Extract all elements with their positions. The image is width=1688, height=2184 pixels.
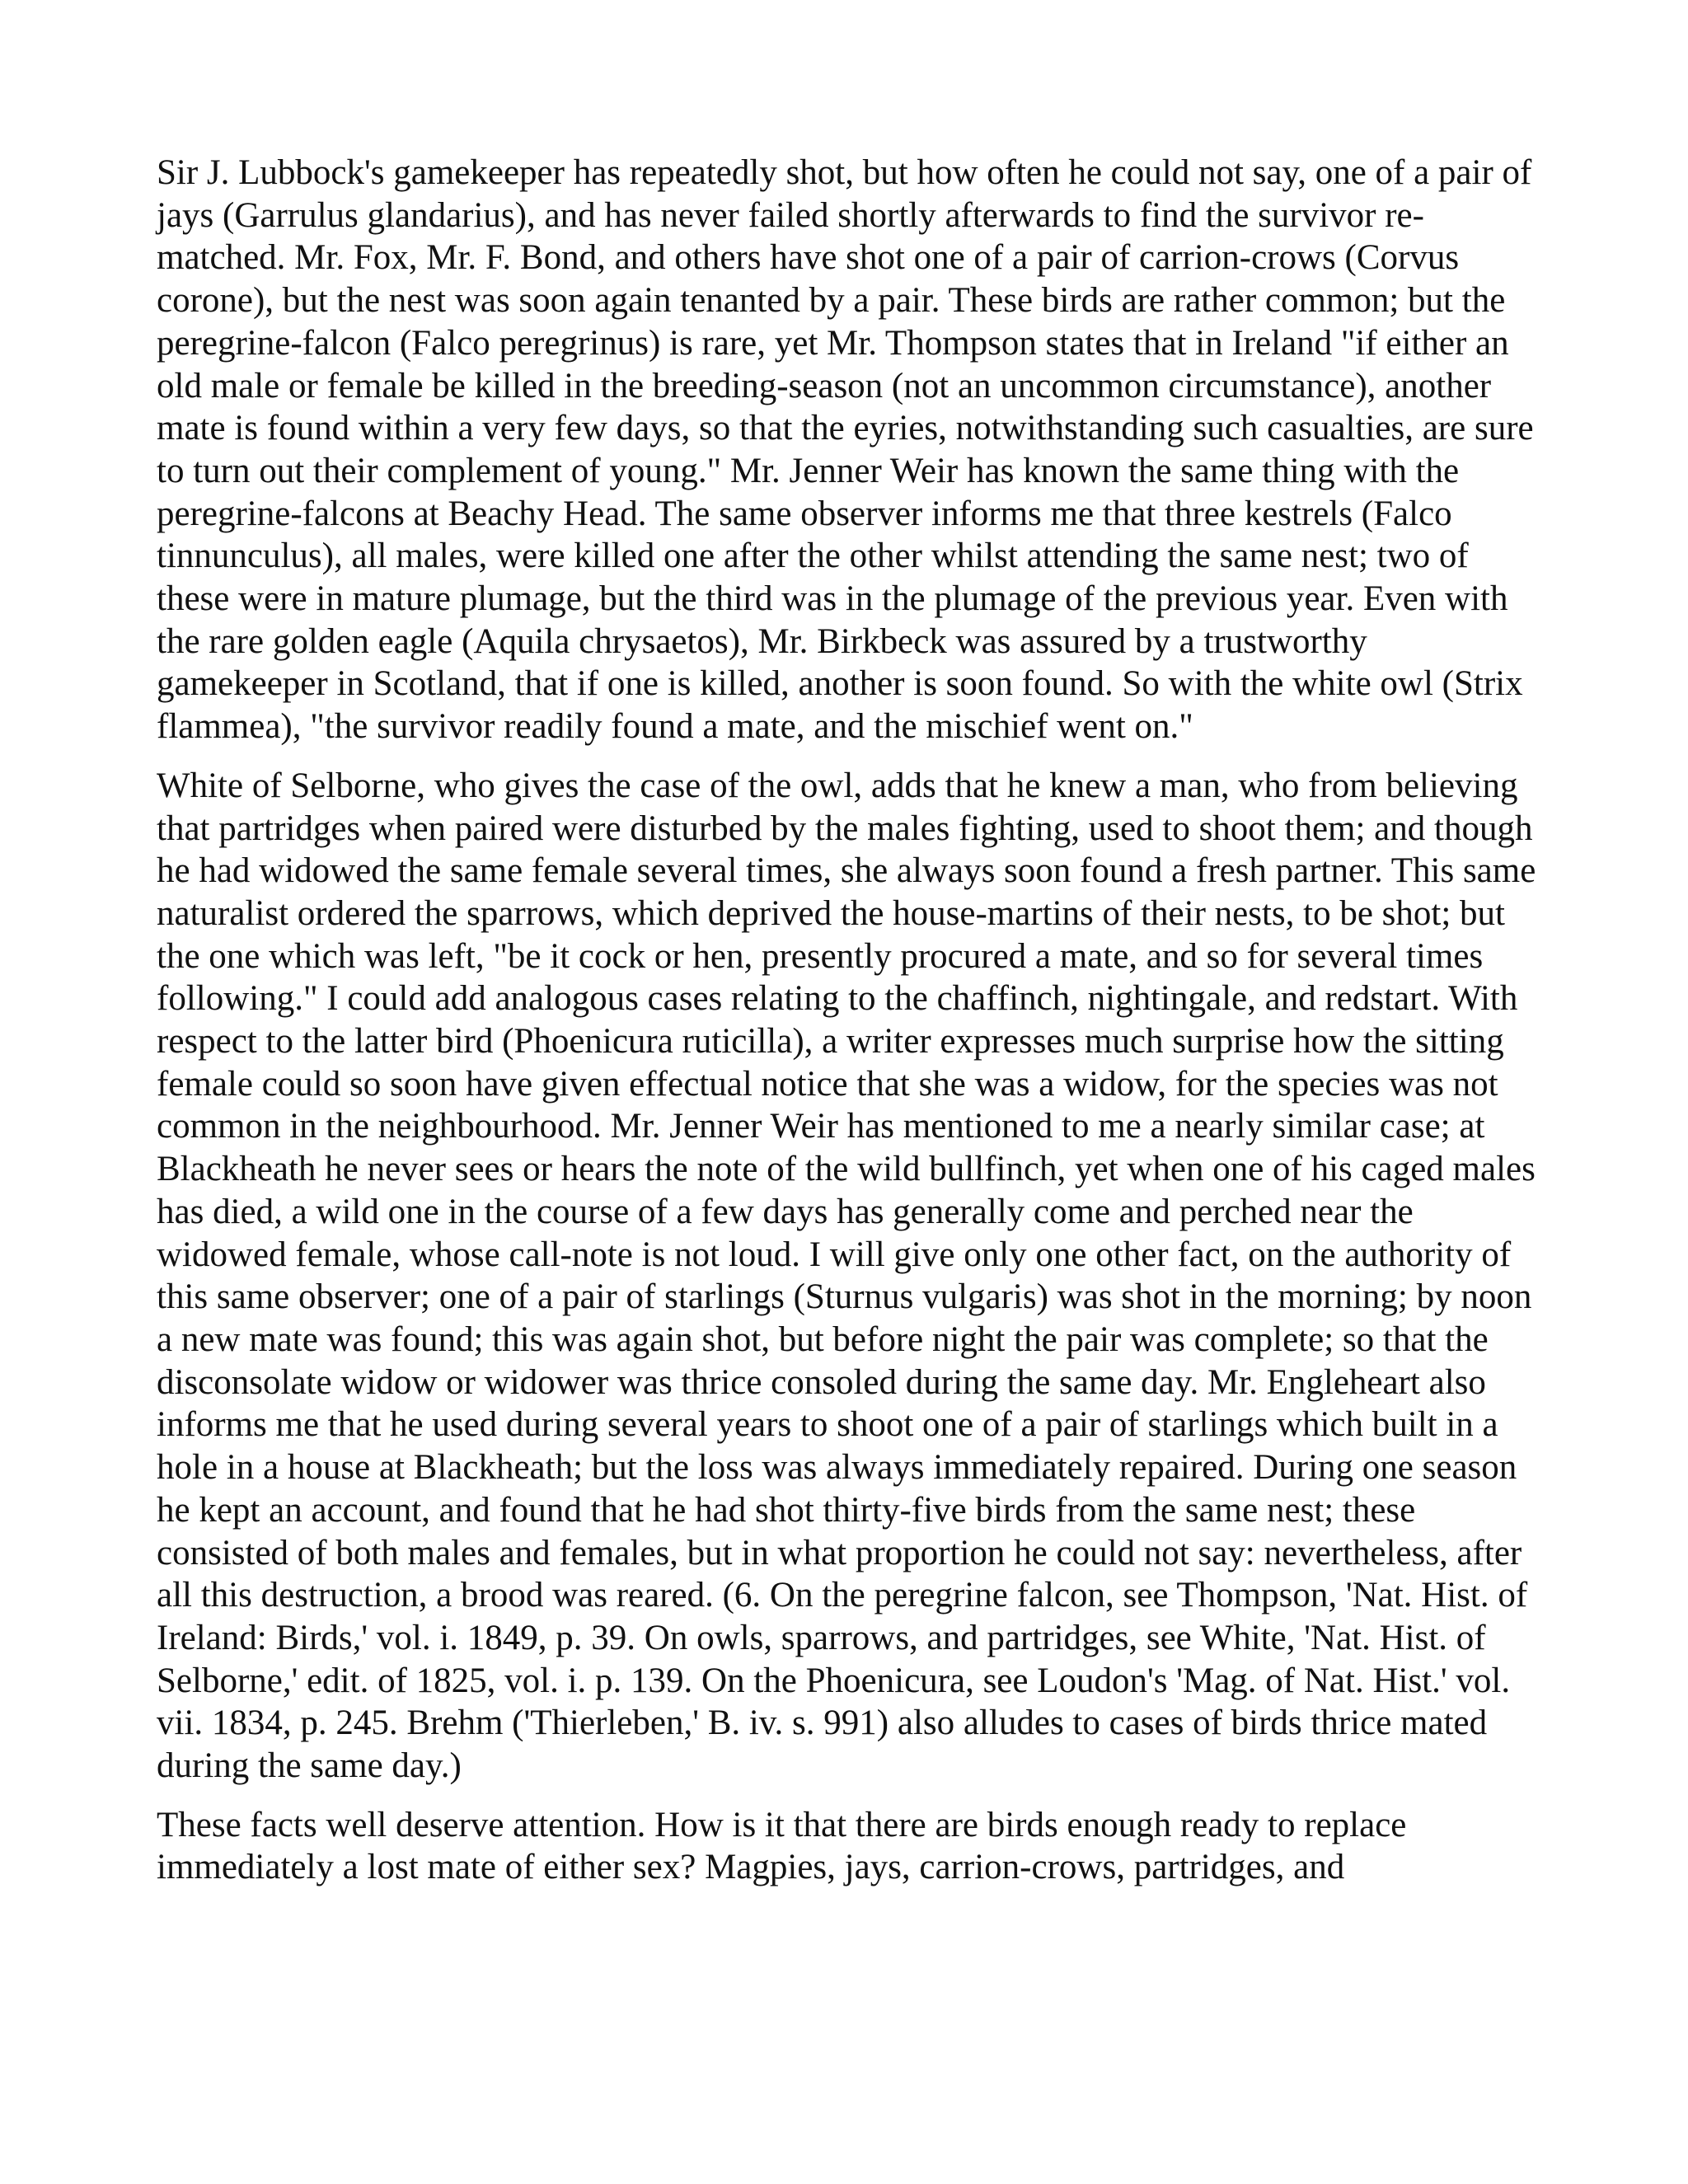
paragraph-2: White of Selborne, who gives the case of the owl, adds that he knew a man, who from believing that partridges when paired were disturbed by the males fighting, used to shoot them; and though he had widowed the same female several times, she always soon found a fresh partner. This same naturalist ordered the sparrows, which deprived the house-martins of their nests, to be shot; but the one which was left, "be it cock or hen, presently procured a mate, and so for several times following." I could add analogous cases relating to the chaffinch, nightingale, and redstart. With respect to the latter bird (Phoenicura ruticilla), a writer expresses much surprise how the sitting female could so soon have given effectual notice that she was a widow, for the species was not common in the neighbourhood. Mr. Jenner Weir has mentioned to me a nearly similar case; at Blackheath he never sees or hears the note of the wild bullfinch, yet when one of his caged males has died, a wild one in the course of a few days has generally come and perched near the widowed female, whose call-note is not loud. I will give only one other fact, on the authority of this same observer; one of a pair of starlings (Sturnus vulgaris) was shot in the morning; by noon a new mate was found; this was again shot, but before night the pair was complete; so that the disconsolate widow or widower was thrice consoled during the same day. Mr. Engleheart also informs me that he used during several years to shoot one of a pair of starlings which built in a hole in a house at Blackheath; but the loss was always immediately repaired. During one season he kept an account, and found that he had shot thirty-five birds from the same nest; these consisted of both males and females, but in what proportion he could not say: nevertheless, after all this destruction, a brood was reared. (6. On the peregrine falcon, see Thompson, 'Nat. Hist. of Ireland: Birds,' vol. i. 1849, p. 39. On owls, sparrows, and partridges, see White, 'Nat. Hist. of Selborne,' edit. of 1825, vol. i. p. 139. On the Phoenicura, see Loudon's 'Mag. of Nat. Hist.' vol. vii. 1834, p. 245. Brehm ('Thierleben,' B. iv. s. 991) also alludes to cases of birds thrice mated during the same day.) (157, 766, 1536, 1786)
paragraph-1: Sir J. Lubbock's gamekeeper has repeatedly shot, but how often he could not say, one of a pair of jays (Garrulus glandarius), and has never failed shortly afterwards to find the survivor re-matched. Mr. Fox, Mr. F. Bond, and others have shot one of a pair of carrion-crows (Corvus corone), but the nest was soon again tenanted by a pair. These birds are rather common; but the peregrine-falcon (Falco peregrinus) is rare, yet Mr. Thompson states that in Ireland "if either an old male or female be killed in the breeding-season (not an uncommon circumstance), another mate is found within a very few days, so that the eyries, notwithstanding such casualties, are sure to turn out their complement of young." Mr. Jenner Weir has known the same thing with the peregrine-falcons at Beachy Head. The same observer informs me that three kestrels (Falco tinnunculus), all males, were killed one after the other whilst attending the same nest; two of these were in mature plumage, but the third was in the plumage of the previous year. Even with the rare golden eagle (Aquila chrysaetos), Mr. Birkbeck was assured by a trustworthy gamekeeper in Scotland, that if one is killed, another is soon found. So with the white owl (Strix flammea), "the survivor readily found a mate, and the mischief went on." (157, 153, 1534, 747)
document-page (157, 152, 1541, 1905)
paragraph-3: These facts well deserve attention. How is it that there are birds enough ready to replace immediately a lost mate of either sex? Magpies, jays, carrion-crows, partridges, and (157, 1805, 1407, 1887)
